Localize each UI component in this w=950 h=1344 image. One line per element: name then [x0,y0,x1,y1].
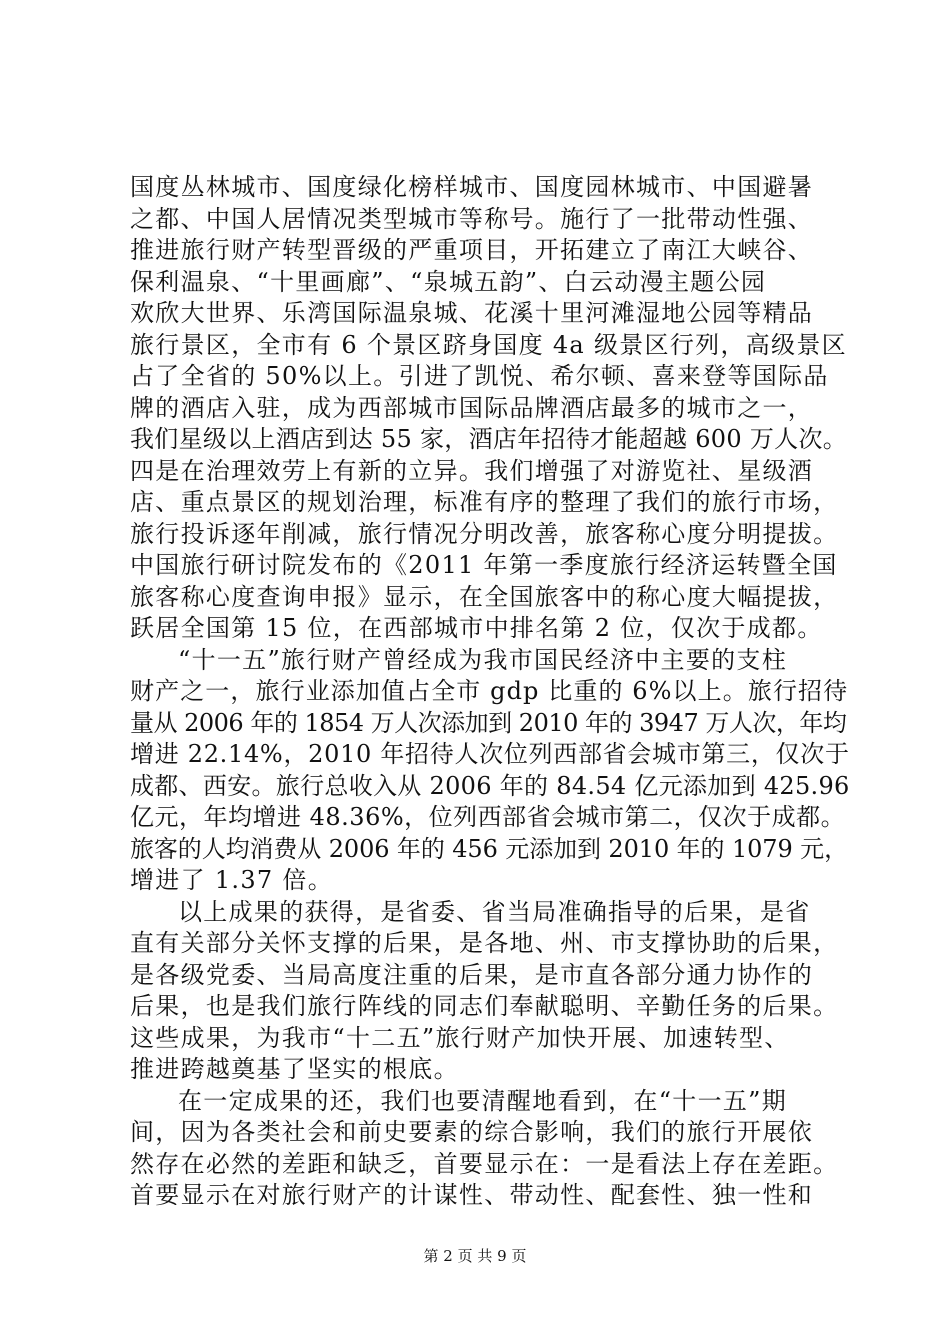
paragraph-first-line: “十一五”旅行财产曾经成为我市国民经济中主要的支柱 [178,645,788,674]
text-line: 成都、西安。旅行总收入从 2006 年的 84.54 亿元添加到 425.96 [130,771,850,800]
text-line: 旅行景区，全市有 6 个景区跻身国度 4a 级景区行列，高级景区 [130,330,847,359]
text-line: 跃居全国第 15 位，在西部城市中排名第 2 位，仅次于成都。 [130,614,823,642]
text-line: 增进 22.14%，2010 年招待人次位列西部省会城市第三，仅次于 [130,740,850,768]
text-line: 间，因为各类社会和前史要素的综合影响，我们的旅行开展依 [130,1118,814,1146]
text-line: 旅客的人均消费从 2006 年的 456 元添加到 2010 年的 1079 元， [130,834,848,863]
paragraph-first-line: 以上成果的获得，是省委、省当局准确指导的后果，是省 [178,897,811,926]
text-line: 增进了 1.37 倍。 [130,866,333,894]
text-line: 亿元，年均增进 48.36%，位列西部省会城市第二，仅次于成都。 [130,803,846,831]
document-body [130,172,850,1212]
text-line: 旅客称心度查询申报》显示，在全国旅客中的称心度大幅提拔， [130,582,839,611]
text-line: 中国旅行研讨院发布的《2011 年第一季度旅行经济运转暨全国 [130,551,838,579]
text-line: 推进跨越奠基了坚实的根底。 [130,1055,459,1083]
text-line: 首要显示在对旅行财产的计谋性、带动性、配套性、独一性和 [130,1181,814,1209]
text-line: 我们星级以上酒店到达 55 家，酒店年招待才能超越 600 万人次。 [130,425,848,453]
text-line: 欢欣大世界、乐湾国际温泉城、花溪十里河滩湿地公园等精品 [130,299,814,327]
text-line: 推进旅行财产转型晋级的严重项目，开拓建立了南江大峡谷、 [130,236,814,264]
text-line: 后果，也是我们旅行阵线的同志们奉献聪明、辛勤任务的后果。 [130,992,839,1020]
text-line: 保利温泉、“十里画廊”、“泉城五韵”、白云动漫主题公园 [130,267,767,296]
text-line: 直有关部分关怀支撑的后果，是各地、州、市支撑协助的后果， [130,929,839,957]
text-line: 是各级党委、当局高度注重的后果，是市直各部分通力协作的 [130,960,814,989]
text-line: 国度丛林城市、国度绿化榜样城市、国度园林城市、中国避暑 [130,173,814,201]
text-line: 量从 2006 年的 1854 万人次添加到 2010 年的 3947 万人次，年均 [130,708,847,737]
page-number-footer: 第 2 页 共 9 页 [423,1247,527,1265]
text-line: 财产之一，旅行业添加值占全市 gdp 比重的 6%以上。旅行招待 [130,677,849,705]
text-line: 店、重点景区的规划治理，标准有序的整理了我们的旅行市场， [130,488,839,516]
paragraph-first-line: 在一定成果的还，我们也要清醒地看到，在“十一五”期 [178,1086,788,1115]
text-line: 牌的酒店入驻，成为西部城市国际品牌酒店最多的城市之一， [130,393,814,422]
text-line: 四是在治理效劳上有新的立异。我们增强了对游览社、星级酒 [130,456,814,485]
text-line: 旅行投诉逐年削减，旅行情况分明改善，旅客称心度分明提拔。 [130,519,839,548]
text-line: 这些成果，为我市“十二五”旅行财产加快开展、加速转型、 [130,1023,790,1052]
text-line: 然存在必然的差距和缺乏，首要显示在：一是看法上存在差距。 [130,1149,839,1178]
text-line: 之都、中国人居情况类型城市等称号。施行了一批带动性强、 [130,204,814,233]
text-line: 占了全省的 50%以上。引进了凯悦、希尔顿、喜来登等国际品 [130,362,829,390]
